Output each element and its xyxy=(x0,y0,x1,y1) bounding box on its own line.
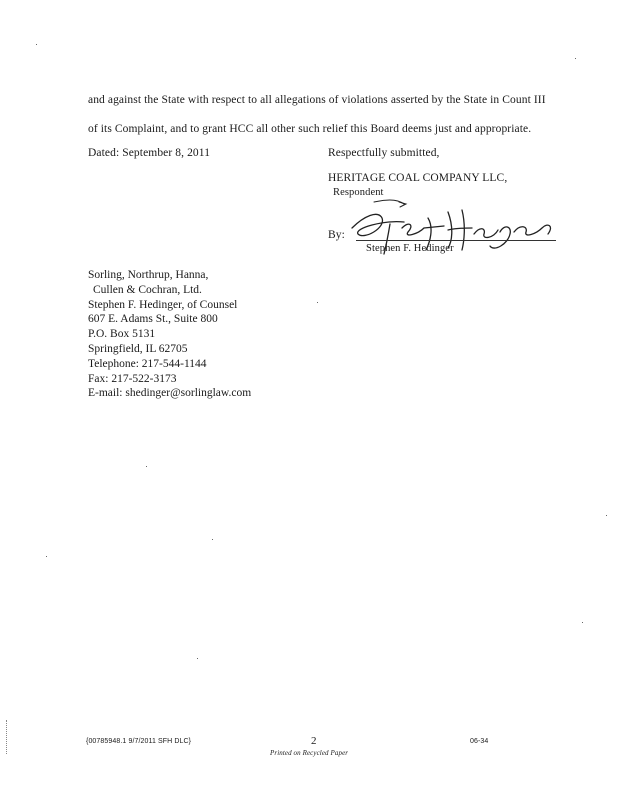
scan-speck xyxy=(317,302,318,303)
address-line: 607 E. Adams St., Suite 800 xyxy=(88,313,218,326)
signature-line xyxy=(356,240,556,241)
scan-speck xyxy=(146,466,147,467)
recycled-paper-note: Printed on Recycled Paper xyxy=(270,749,349,757)
body-line-1: and against the State with respect to all allegations of violations asserted by the State in Count III xyxy=(88,94,546,106)
address-line: E-mail: shedinger@sorlinglaw.com xyxy=(88,387,252,400)
closing-respectfully: Respectfully submitted, xyxy=(328,147,440,159)
scan-speck xyxy=(197,658,198,659)
address-line: P.O. Box 5131 xyxy=(88,328,156,341)
counsel-address-block xyxy=(88,268,251,401)
respondent-label: Respondent xyxy=(333,187,384,198)
footer-doc-id: {00785948.1 9/7/2011 SFH DLC} xyxy=(86,738,192,745)
address-line: Springfield, IL 62705 xyxy=(88,342,188,355)
margin-scan-dots xyxy=(6,720,8,754)
page-number: 2 xyxy=(311,735,317,747)
scan-speck xyxy=(46,556,47,557)
date-line: Dated: September 8, 2011 xyxy=(88,147,211,159)
address-line: Sorling, Northrup, Hanna, xyxy=(88,269,209,281)
scan-speck xyxy=(582,622,583,623)
body-line-2: of its Complaint, and to grant HCC all other such relief this Board deems just and appropriate. xyxy=(88,123,532,135)
scan-speck xyxy=(212,539,213,540)
by-label: By: xyxy=(328,229,345,241)
company-name: HERITAGE COAL COMPANY LLC, xyxy=(328,172,508,184)
address-line: Telephone: 217-544-1144 xyxy=(88,357,207,370)
address-line: Fax: 217-522-3173 xyxy=(88,372,177,385)
scan-speck xyxy=(606,515,607,516)
scan-speck xyxy=(36,44,37,45)
address-line: Stephen F. Hedinger, of Counsel xyxy=(88,298,238,311)
address-line: Cullen & Cochran, Ltd. xyxy=(93,283,202,296)
signer-name: Stephen F. Hedinger xyxy=(366,243,454,254)
scan-speck xyxy=(575,58,576,59)
footer-case-number: 06-34 xyxy=(470,738,489,745)
